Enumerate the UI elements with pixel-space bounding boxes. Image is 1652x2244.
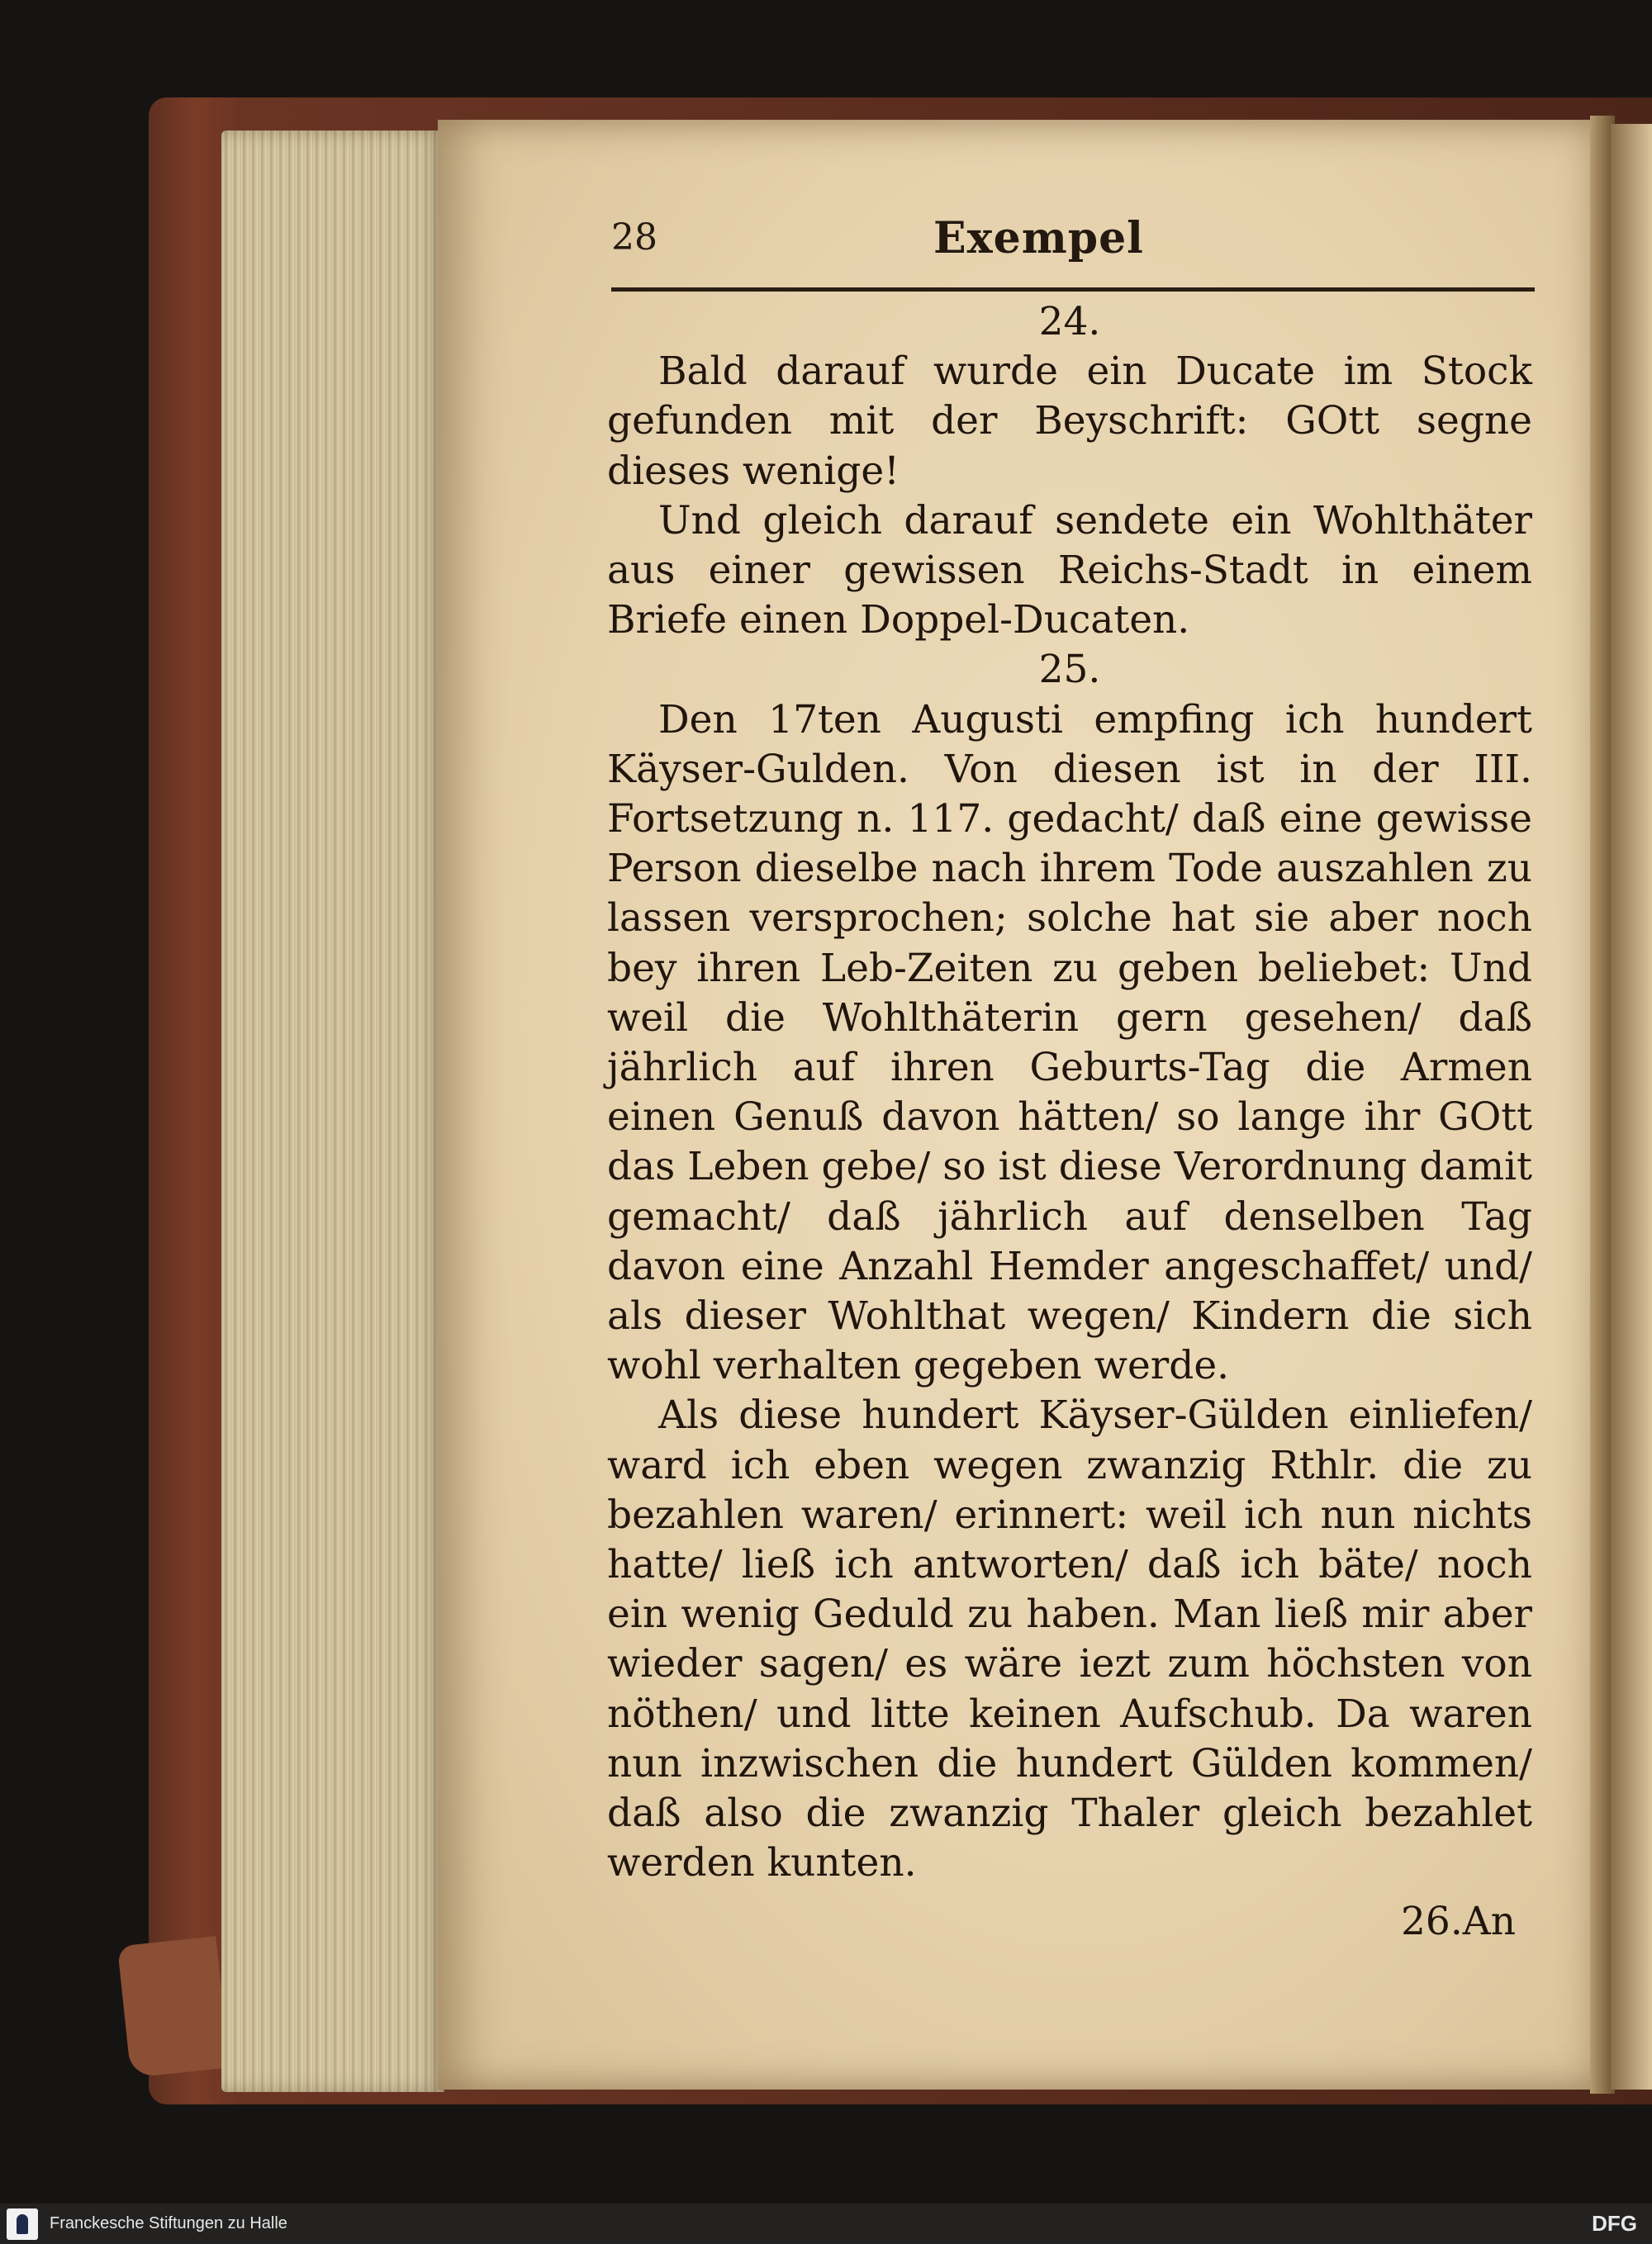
cover-worn-corner	[117, 1936, 230, 2078]
paragraph: Bald darauf wurde ein Ducate im Stock gefunden mit der Beyschrift: GOtt segne dieses wenige!	[607, 349, 1532, 494]
page-number: 28	[611, 216, 657, 259]
section-number: 24.	[1038, 299, 1101, 344]
facing-page-edge	[1611, 124, 1652, 2090]
viewer-footer	[0, 2204, 1652, 2244]
institution-name: Franckesche Stiftungen zu Halle	[50, 2214, 287, 2232]
section-number: 25.	[1038, 647, 1101, 693]
page-edges	[221, 130, 444, 2092]
institution-logo-icon	[7, 2208, 38, 2240]
dfg-logo: DFG	[1592, 2211, 1637, 2236]
running-head: Exempel	[933, 213, 1144, 263]
header-rule	[611, 287, 1535, 292]
catchword: 26.An	[1401, 1898, 1516, 1944]
paragraph: Als diese hundert Käyser-Gülden einliefen/ ward ich eben wegen zwanzig Rthlr. die zu bezahlen waren/ erinnert: weil ich nun nichts hatte/ ließ ich antworten/ daß ich bäte/ noch ein wenig Geduld zu haben. Man ließ mir aber wieder sagen/ es wäre iezt zum höchsten von nöthen/ und litte keinen Aufschub. Da waren nun inzwischen die hundert Gülden kommen/ daß also die zwanzig Thaler gleich bezahlet werden kunten.	[607, 1392, 1532, 1886]
paragraph: Und gleich darauf sendete ein Wohlthäter aus einer gewissen Reichs-Stadt in einem Briefe einen Doppel-Ducaten.	[607, 497, 1532, 643]
page-text	[607, 297, 1532, 1947]
page-header	[611, 213, 1536, 276]
paragraph: Den 17ten Augusti empfing ich hundert Käyser-Gulden. Von diesen ist in der III. Fortsetzung n. 117. gedacht/ daß eine gewisse Person dieselbe nach ihrem Tode auszahlen zu lassen versprochen; solche hat sie aber noch bey ihren Leb-Zeiten zu geben beliebet: Und weil die Wohlthäterin gern gesehen/ daß jährlich auf ihren Geburts-Tag die Armen einen Genuß davon hätten/ so lange ihr GOtt das Leben gebe/ so ist diese Verordnung damit gemacht/ daß jährlich auf denselben Tag davon eine Anzahl Hemder angeschaffet/ und/ als dieser Wohlthat wegen/ Kindern die sich wohl verhalten gegeben werde.	[607, 696, 1532, 1389]
